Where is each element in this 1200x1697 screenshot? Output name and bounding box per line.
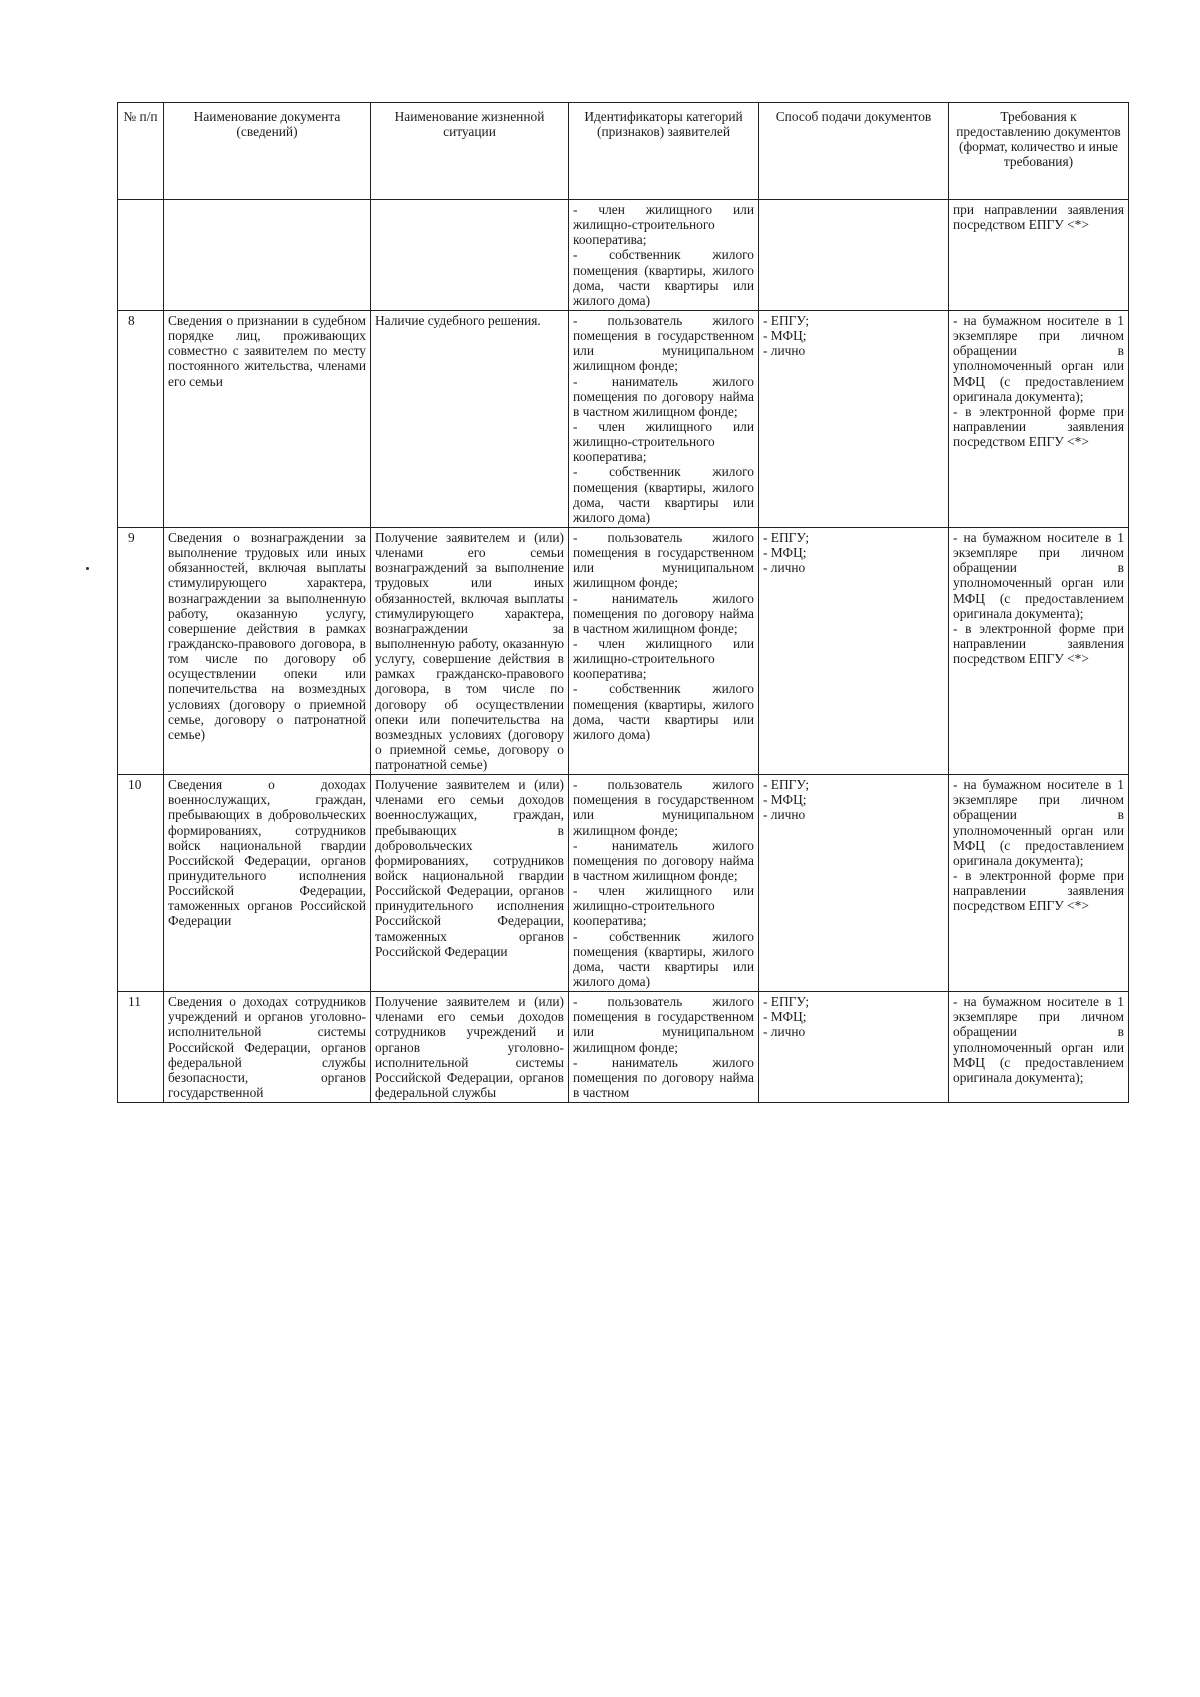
cell-situation: Наличие судебного решения. — [371, 310, 569, 527]
header-num: № п/п — [118, 103, 164, 200]
scan-speck — [86, 567, 89, 570]
header-method: Способ подачи документов — [759, 103, 949, 200]
category-line: - наниматель жилого помещения по договору найма в частном жилищном фонде; — [573, 373, 754, 419]
cell-situation: Получение заявителем и (или) членами его семьи вознаграждений за выполнение трудовых или иных обязанностей, включая выплаты стимулирующего характера, вознаграждении за выполненную работу, оказанную услугу, совершение действия в рамках гражданско-правового договора, в том числе по договору об осуществлении опеки или попечительства на возмездных условиях (договору о приемной семье, договору о патронатной семье) — [371, 527, 569, 774]
table-row — [118, 527, 1129, 774]
method-line: - лично — [763, 1024, 806, 1040]
requirement-line: при направлении заявления посредством ЕПГУ <*> — [953, 202, 1124, 233]
requirement-line: - на бумажном носителе в 1 экземпляре при личном обращении в уполномоченный орган или МФЦ (с предоставлением оригинала документа); — [953, 994, 1124, 1085]
cell-categories — [569, 775, 759, 992]
requirement-line: - в электронной форме при направлении заявления посредством ЕПГУ <*> — [953, 868, 1124, 914]
category-line: - наниматель жилого помещения по договору найма в частном жилищном фонде; — [573, 590, 754, 636]
category-line: - наниматель жилого помещения по договору найма в частном — [573, 1054, 754, 1101]
category-line: - член жилищного или жилищно-строительного кооператива; — [573, 202, 754, 248]
category-line: - пользователь жилого помещения в государственном или муниципальном жилищном фонде; — [573, 994, 754, 1055]
cell-num: 8 — [118, 310, 164, 527]
cell-document: Сведения о вознаграждении за выполнение трудовых или иных обязанностей, включая выплаты стимулирующего характера, вознаграждении за выполненную работу, оказанную услугу, совершение действия в рамках гражданско-правового договора, в том числе по договору об осуществлении опеки или попечительства на возмездных условиях (договору о приемной семье, договору о патронатной семье) — [164, 527, 371, 774]
header-situation: Наименование жизненной ситуации — [371, 103, 569, 200]
cell-num — [118, 200, 164, 311]
method-line: - ЕПГУ; — [763, 994, 810, 1010]
cell-situation — [371, 200, 569, 311]
cell-document: Сведения о признании в судебном порядке лиц, проживающих совместно с заявителем по месту постоянного жительства, членами его семьи — [164, 310, 371, 527]
category-line: - собственник жилого помещения (квартиры, жилого дома, части квартиры или жилого дома) — [573, 247, 754, 308]
requirement-line: - на бумажном носителе в 1 экземпляре при личном обращении в уполномоченный орган или МФЦ (с предоставлением оригинала документа); — [953, 777, 1124, 868]
header-categories: Идентификаторы категорий (признаков) заявителей — [569, 103, 759, 200]
method-line: - лично — [763, 343, 806, 359]
method-line: - МФЦ; — [763, 328, 807, 344]
category-line: - пользователь жилого помещения в государственном или муниципальном жилищном фонде; — [573, 777, 754, 838]
cell-situation: Получение заявителем и (или) членами его семьи доходов военнослужащих, граждан, пребывающих в добровольческих формированиях, сотрудников войск национальной гвардии Российской Федерации, органов принудительного исполнения Российской Федерации, таможенных органов Российской Федерации — [371, 775, 569, 992]
cell-method — [759, 527, 949, 774]
requirement-line: - на бумажном носителе в 1 экземпляре при личном обращении в уполномоченный орган или МФЦ (с предоставлением оригинала документа); — [953, 312, 1124, 404]
method-line: - МФЦ; — [763, 545, 807, 561]
cell-requirements — [949, 527, 1129, 774]
category-line: - собственник жилого помещения (квартиры, жилого дома, части квартиры или жилого дома) — [573, 464, 754, 525]
cell-document: Сведения о доходах военнослужащих, граждан, пребывающих в добровольческих формированиях, сотрудников войск национальной гвардии Российской Федерации, органов принудительного исполнения Российской Федерации, таможенных органов Российской Федерации — [164, 775, 371, 992]
category-line: - собственник жилого помещения (квартиры, жилого дома, части квартиры или жилого дома) — [573, 928, 754, 990]
cell-categories — [569, 527, 759, 774]
cell-categories — [569, 200, 759, 311]
requirement-line: - на бумажном носителе в 1 экземпляре при личном обращении в уполномоченный орган или МФЦ (с предоставлением оригинала документа); — [953, 529, 1124, 621]
category-line: - пользователь жилого помещения в государственном или муниципальном жилищном фонде; — [573, 529, 754, 591]
requirement-line: - в электронной форме при направлении заявления посредством ЕПГУ <*> — [953, 403, 1124, 450]
cell-situation: Получение заявителем и (или) членами его семьи доходов сотрудников учреждений и органов уголовно-исполнительной системы Российской Федерации, органов федеральной службы — [371, 992, 569, 1103]
cell-requirements — [949, 310, 1129, 527]
cell-requirements — [949, 775, 1129, 992]
cell-requirements — [949, 992, 1129, 1103]
method-line: - ЕПГУ; — [763, 529, 810, 545]
method-line: - лично — [763, 807, 806, 823]
cell-categories — [569, 992, 759, 1103]
cell-method — [759, 310, 949, 527]
cell-method — [759, 992, 949, 1103]
method-line: - лично — [763, 560, 806, 576]
cell-method — [759, 200, 949, 311]
cell-requirements — [949, 200, 1129, 311]
header-requirements: Требования к предоставлению документов (формат, количество и иные требования) — [949, 103, 1129, 200]
method-line: - МФЦ; — [763, 1009, 807, 1025]
cell-document — [164, 200, 371, 311]
method-line: - ЕПГУ; — [763, 312, 810, 328]
cell-num: 9 — [118, 527, 164, 774]
category-line: - член жилищного или жилищно-строительного кооператива; — [573, 883, 754, 929]
table-row — [118, 310, 1129, 527]
header-document: Наименование документа (сведений) — [164, 103, 371, 200]
requirement-line: - в электронной форме при направлении заявления посредством ЕПГУ <*> — [953, 620, 1124, 667]
table-row — [118, 775, 1129, 992]
cell-method — [759, 775, 949, 992]
cell-categories — [569, 310, 759, 527]
table-header-row — [118, 103, 1129, 200]
cell-document: Сведения о доходах сотрудников учреждений и органов уголовно-исполнительной системы Российской Федерации, органов федеральной службы безопасности, органов государственной — [164, 992, 371, 1103]
method-line: - ЕПГУ; — [763, 777, 810, 793]
category-line: - член жилищного или жилищно-строительного кооператива; — [573, 418, 754, 465]
table-body — [118, 200, 1129, 1103]
continuation-row — [118, 200, 1129, 311]
cell-num: 10 — [118, 775, 164, 992]
table-row — [118, 992, 1129, 1103]
category-line: - наниматель жилого помещения по договору найма в частном жилищном фонде; — [573, 837, 754, 884]
requirements-table — [117, 102, 1129, 1103]
category-line: - собственник жилого помещения (квартиры, жилого дома, части квартиры или жилого дома) — [573, 681, 754, 742]
cell-num: 11 — [118, 992, 164, 1103]
category-line: - член жилищного или жилищно-строительного кооператива; — [573, 635, 754, 682]
method-line: - МФЦ; — [763, 792, 807, 808]
category-line: - пользователь жилого помещения в государственном или муниципальном жилищном фонде; — [573, 312, 754, 374]
